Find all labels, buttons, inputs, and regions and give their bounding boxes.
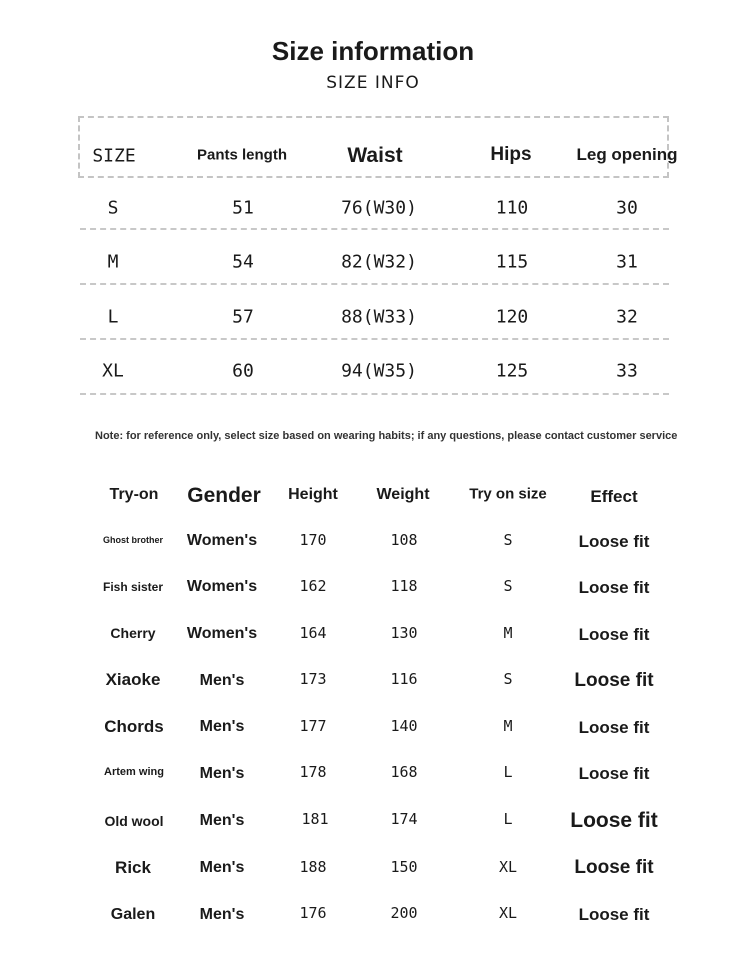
row-divider <box>80 338 669 340</box>
tryon-weight: 108 <box>390 531 418 549</box>
tryon-name: Cherry <box>110 625 156 641</box>
tryon-height: 177 <box>299 717 327 735</box>
tryon-weight: 118 <box>390 577 418 595</box>
tryon-height: 170 <box>299 531 327 549</box>
size-header-hips: Hips <box>490 144 532 165</box>
tryon-effect: Loose fit <box>578 532 650 551</box>
size-cell: 57 <box>232 306 254 328</box>
tryon-name: Chords <box>104 717 164 736</box>
row-divider <box>80 283 669 285</box>
tryon-size: XL <box>498 904 518 922</box>
tryon-height: 173 <box>299 670 327 688</box>
tryon-gender: Men's <box>199 718 245 735</box>
tryon-gender: Women's <box>186 578 258 595</box>
size-header-size: SIZE <box>92 145 136 167</box>
size-cell: 32 <box>616 306 638 328</box>
tryon-size: S <box>503 670 513 688</box>
tryon-weight: 200 <box>390 904 418 922</box>
tryon-effect: Loose fit <box>578 625 650 644</box>
tryon-name: Ghost brother <box>103 535 163 545</box>
size-cell: 115 <box>495 251 529 273</box>
size-cell: 110 <box>495 197 529 219</box>
tryon-header-height: Height <box>288 486 338 503</box>
tryon-size: M <box>503 717 513 735</box>
size-cell: 60 <box>232 360 254 382</box>
tryon-size: L <box>503 763 513 781</box>
size-cell: L <box>107 306 119 328</box>
tryon-weight: 150 <box>390 858 418 876</box>
row-divider <box>80 393 669 395</box>
tryon-header-weight: Weight <box>376 486 430 503</box>
page-subtitle: SIZE INFO <box>326 73 420 93</box>
size-header-pants-length: Pants length <box>196 146 288 164</box>
tryon-height: 178 <box>299 763 327 781</box>
tryon-height: 188 <box>299 858 327 876</box>
tryon-gender: Men's <box>199 906 245 923</box>
tryon-gender: Men's <box>199 859 245 876</box>
size-cell: 54 <box>232 251 254 273</box>
tryon-effect: Loose fit <box>570 809 658 832</box>
size-cell: 51 <box>232 197 254 219</box>
row-divider <box>80 228 669 230</box>
tryon-header-effect: Effect <box>590 487 638 506</box>
tryon-header-tryon: Try-on <box>109 486 159 503</box>
size-cell: 82(W32) <box>341 251 417 273</box>
size-cell: 33 <box>616 360 638 382</box>
size-cell: 30 <box>616 197 638 219</box>
tryon-weight: 174 <box>390 810 418 828</box>
tryon-size: S <box>503 531 513 549</box>
size-cell: 94(W35) <box>341 360 417 382</box>
reference-note: Note: for reference only, select size based on wearing habits; if any questions, please contact customer service <box>95 430 678 442</box>
tryon-name: Artem wing <box>104 766 164 778</box>
tryon-effect: Loose fit <box>574 670 654 691</box>
size-cell: 120 <box>495 306 529 328</box>
tryon-name: Xiaoke <box>105 670 161 689</box>
size-cell: 125 <box>495 360 529 382</box>
tryon-size: M <box>503 624 513 642</box>
tryon-header-try-on-size: Try on size <box>469 485 547 503</box>
size-header-leg-opening: Leg opening <box>576 145 678 164</box>
tryon-gender: Women's <box>186 532 258 549</box>
size-cell: M <box>107 251 119 273</box>
page-title: Size information <box>271 36 475 66</box>
tryon-effect: Loose fit <box>578 718 650 737</box>
tryon-height: 164 <box>299 624 327 642</box>
tryon-header-gender: Gender <box>187 484 261 507</box>
tryon-gender: Men's <box>199 812 245 829</box>
tryon-name: Rick <box>115 858 151 877</box>
tryon-effect: Loose fit <box>578 905 650 924</box>
tryon-name: Old wool <box>104 813 164 829</box>
tryon-effect: Loose fit <box>578 578 650 597</box>
tryon-size: XL <box>498 858 518 876</box>
size-cell: S <box>107 197 119 219</box>
size-cell: 31 <box>616 251 638 273</box>
size-cell: XL <box>102 360 124 382</box>
tryon-name: Galen <box>110 906 156 923</box>
tryon-gender: Men's <box>199 765 245 782</box>
tryon-size: S <box>503 577 513 595</box>
tryon-gender: Women's <box>186 625 258 642</box>
size-cell: 88(W33) <box>341 306 417 328</box>
size-header-waist: Waist <box>347 144 403 167</box>
tryon-size: L <box>503 810 513 828</box>
tryon-weight: 140 <box>390 717 418 735</box>
tryon-weight: 130 <box>390 624 418 642</box>
tryon-effect: Loose fit <box>578 764 650 783</box>
tryon-gender: Men's <box>199 672 245 689</box>
tryon-height: 162 <box>299 577 327 595</box>
tryon-weight: 168 <box>390 763 418 781</box>
tryon-height: 181 <box>301 810 329 828</box>
tryon-height: 176 <box>299 904 327 922</box>
tryon-name: Fish sister <box>102 580 164 594</box>
tryon-weight: 116 <box>390 670 418 688</box>
size-cell: 76(W30) <box>341 197 417 219</box>
tryon-effect: Loose fit <box>574 857 654 878</box>
